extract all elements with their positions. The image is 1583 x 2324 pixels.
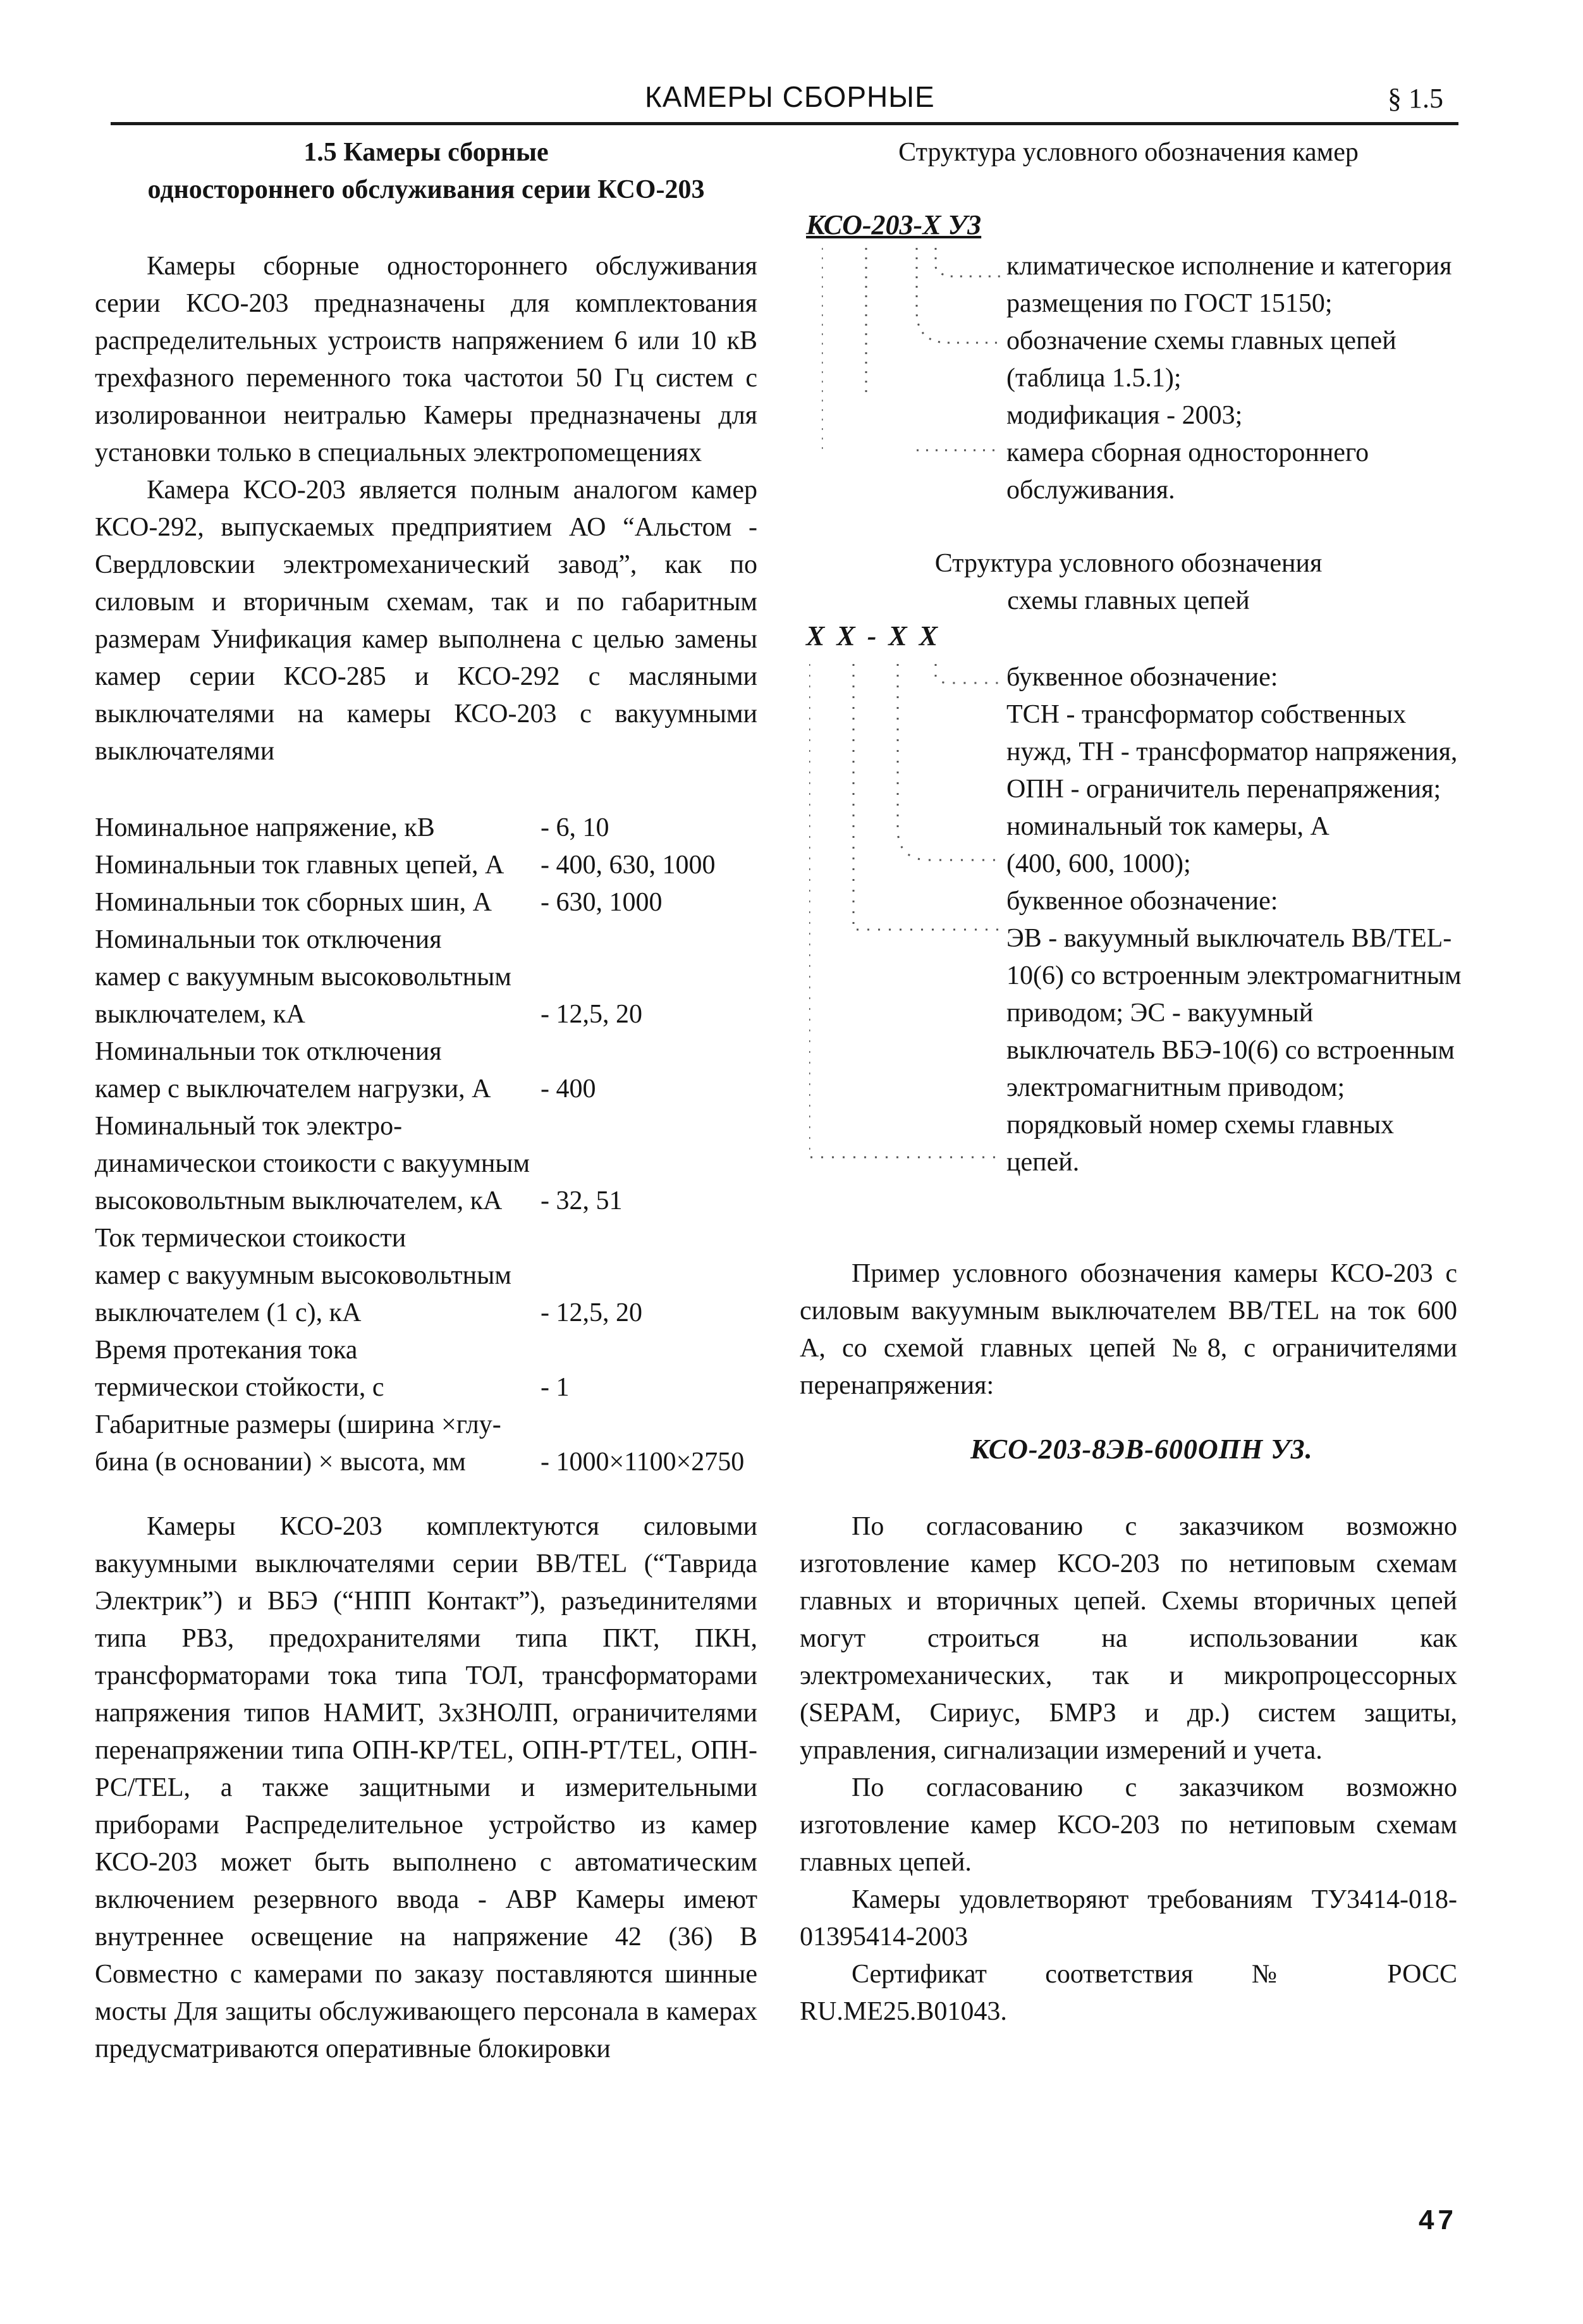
struct1-legend: [1006, 248, 1462, 509]
spec-label: высоковольтным выключателем, кА: [95, 1186, 503, 1215]
spec-label: камер с выключателем нагрузки, А: [95, 1074, 491, 1104]
spec-row: [95, 847, 765, 884]
spec-row: [95, 921, 765, 959]
spec-label: камер с вакуумным высоковольтным: [95, 1261, 511, 1290]
legend-item: (400, 600, 1000);: [1006, 849, 1191, 878]
leader-line: [936, 248, 1000, 276]
section-title: [95, 134, 757, 209]
legend-item: порядковый номер схемы главных цепей.: [1006, 1110, 1395, 1177]
paragraph-custom-schemes: По согласованию с заказчиком возможно изготовление камер КСО-203 по нетиповым схемам главных и вторичных цепей. Схемы вторичных цепей могут строиться на использовании как электромеханических, так и микропроцессорных (SEPAM, Сириус, БМРЗ и др.) систем защиты, управления, сигнализации измерений и учета.: [800, 1512, 1457, 1765]
spec-label: Время протекания тока: [95, 1336, 358, 1365]
spec-value: - 1: [541, 1373, 570, 1402]
spec-label: Номинальное напряжение, кВ: [95, 813, 435, 842]
example-text: Пример условного обозначения камеры КСО-203 с силовым вакуумным выключателем BB/TEL на ток 600 А, со схемой главных цепей №8, с ограничителями перенапряжения:: [800, 1259, 1457, 1400]
spec-row: [95, 1332, 765, 1369]
spec-row: [95, 1369, 765, 1406]
leader-line: [936, 664, 999, 683]
struct2-title-line2: схемы главных цепей: [1007, 586, 1250, 615]
legend-item: модификация - 2003;: [1006, 401, 1243, 430]
struct1-title: Структура условного обозначения камер: [898, 138, 1359, 167]
paragraph-purpose: Камеры сборные одностороннего обслуживания серии КСО-203 предназначены для комплектования распределительных устроиств напряжением 6 или 10 кВ трехфазного переменного тока частотои 50 Гц систем с изолированнои неитралью Камеры предназначены для установки только в специальных электропомещениях: [95, 252, 757, 467]
paragraph-certificate: Сертификат соответствия № РОСС RU.ME25.B01043.: [800, 1960, 1457, 2026]
spec-value: - 6, 10: [541, 813, 609, 842]
paragraph-analog: Камера КСО-203 является полным аналогом камер КСО-292, выпускаемых предприятием АО “Альстом - Свердловскии электромеханический завод”, как по силовым и вторичным схемам, так и по габаритным размерам Унификация камер выполнена с целью замены камер серии КСО-285 и КСО-292 с масляными выключателями на камеры КСО-203 с вакуумными выключателями: [95, 476, 757, 766]
spec-label: Номинальныи ток сборных шин, А: [95, 888, 492, 917]
spec-label: камер с вакуумным высоковольтным: [95, 962, 511, 992]
spec-value: - 12,5, 20: [541, 1000, 642, 1029]
spec-row: [95, 1294, 765, 1332]
spec-row: [95, 1444, 765, 1481]
spec-table: [95, 809, 765, 1481]
legend-item: ТСН - трансформатор собственных нужд, ТН - трансформатор напряжения, ОПН - ограничитель перенапряжения;: [1006, 700, 1458, 804]
spec-label: термическои стойкости, с: [95, 1373, 384, 1402]
struct2-title: [800, 545, 1457, 620]
leader-line: [898, 664, 999, 860]
legend-item: обозначение схемы главных цепей (таблица 1.5.1);: [1006, 326, 1397, 393]
legend-item: климатическое исполнение и категория размещения по ГОСТ 15150;: [1006, 252, 1452, 318]
example-code: КСО-203-8ЭВ-600ОПН У3.: [970, 1434, 1313, 1465]
paragraph-equipment: Камеры КСО-203 комплектуются силовыми вакуумными выключателями серии BB/TEL (“Таврида Электрик”) и ВБЭ (“НПП Контакт”), разъединителями типа РВЗ, предохранителями типа ПКТ, ПКН, трансформаторами тока типа ТОЛ, трансформаторами напряжения типов НАМИТ, 3хЗНОЛП, ограничителями перенапряжении типа ОПН-КР/TEL, ОПН-РТ/TEL, ОПН-РС/TEL, а также защитными и измерительными приборами Распределительное устройство из камер КСО-203 может быть выполнено с автоматическим включением резервного ввода - АВР Камеры имеют внутреннее освещение на напряжение 42 (36) В Совместно с камерами по заказу поставляются шинные мосты Для защиты обслуживающего персонала в камерах предусматриваются оперативные блокировки: [95, 1512, 757, 2063]
struct2-legend: [1006, 659, 1462, 1181]
intro-text: [95, 248, 757, 770]
spec-value: - 630, 1000: [541, 888, 663, 917]
spec-value: - 400, 630, 1000: [541, 851, 716, 880]
spec-row: [95, 1406, 765, 1444]
legend-item: ЭВ - вакуумный выключатель BB/TEL-10(6) со встроенным электромагнитным приводом; ЭС - вакуумный выключатель ВБЭ-10(6) со встроенным электромагнитным приводом;: [1006, 924, 1462, 1102]
spec-row: [95, 1257, 765, 1294]
example-block: [800, 1255, 1457, 1405]
spec-row: [95, 959, 765, 996]
struct1-leader-lines: [822, 248, 1005, 513]
spec-row: [95, 809, 765, 847]
equipment-text: [95, 1508, 757, 2068]
legend-item: буквенное обозначение:: [1006, 887, 1278, 916]
struct1-code: КСО-203-Х У3: [806, 209, 982, 240]
spec-label: Номинальныи ток отключения: [95, 1037, 442, 1066]
spec-label: Габаритные размеры (ширина ×глу-: [95, 1410, 501, 1439]
spec-value: - 1000×1100×2750: [541, 1448, 745, 1477]
spec-label: бина (в основании) × высота, мм: [95, 1448, 466, 1477]
spec-row: [95, 996, 765, 1033]
leader-line: [917, 248, 1000, 343]
page-number: 47: [1419, 2204, 1457, 2235]
paragraph-custom-main: По согласованию с заказчиком возможно изготовление камер КСО-203 по нетиповым схемам главных цепей.: [800, 1773, 1457, 1877]
closing-text: [800, 1508, 1457, 2031]
section-title-line2: одностороннего обслуживания серии КСО-203: [147, 175, 705, 204]
spec-value: - 400: [541, 1074, 596, 1104]
section-title-line1: 1.5 Камеры сборные: [303, 138, 549, 167]
leader-line: [853, 664, 999, 930]
spec-row: [95, 1108, 765, 1145]
leader-line: [809, 664, 999, 1157]
struct2-leader-lines: [809, 664, 1005, 1176]
spec-row: [95, 1033, 765, 1071]
spec-value: - 32, 51: [541, 1186, 623, 1215]
spec-label: Номинальный ток электро-: [95, 1112, 403, 1141]
legend-item: номинальный ток камеры, А: [1006, 812, 1329, 841]
paragraph-tu: Камеры удовлетворяют требованиям ТУ3414-018-01395414-2003: [800, 1885, 1457, 1952]
spec-label: Номинальныи ток главных цепей, А: [95, 851, 504, 880]
spec-label: выключателем, кА: [95, 1000, 305, 1029]
running-header-section: § 1.5: [1388, 83, 1443, 114]
spec-value: - 12,5, 20: [541, 1298, 642, 1327]
legend-item: буквенное обозначение:: [1006, 663, 1278, 692]
spec-row: [95, 884, 765, 921]
spec-label: динамическои стоикости с вакуумным: [95, 1149, 530, 1178]
struct2-title-line1: Структура условного обозначения: [934, 549, 1323, 578]
spec-row: [95, 1071, 765, 1108]
header-rule: [111, 122, 1458, 125]
spec-label: Номинальныи ток отключения: [95, 925, 442, 954]
spec-label: выключателем (1 с), кА: [95, 1298, 362, 1327]
spec-label: Ток термическои стоикости: [95, 1224, 406, 1253]
running-header-title: КАМЕРЫ СБОРНЫЕ: [645, 80, 935, 113]
legend-item: камера сборная одностороннего обслуживания.: [1006, 438, 1369, 505]
spec-row: [95, 1145, 765, 1183]
spec-row: [95, 1183, 765, 1220]
struct2-code: X X - X X: [806, 620, 941, 651]
spec-row: [95, 1220, 765, 1257]
